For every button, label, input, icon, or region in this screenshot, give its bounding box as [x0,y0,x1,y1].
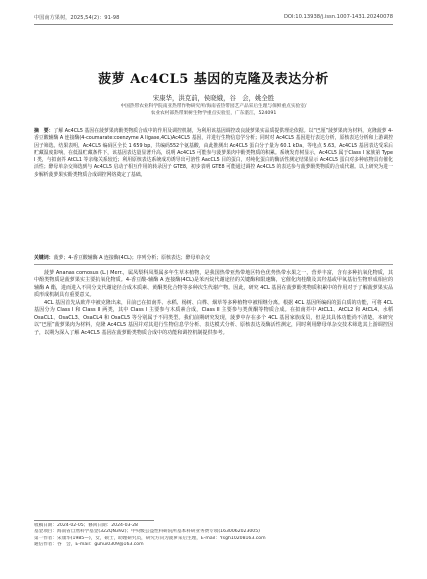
keywords [34,254,393,261]
footnote-line: 第一作者：宋康华(1985—)，女，硕士，助理研究员，研究方向为菠萝采后生理，E-mail：Ysgh10208163.com [34,535,266,541]
paragraph: 菠萝 Ananas comosus (L.) Merr.，属凤梨科凤梨属多年生草本植物，是我国热带亚热带地区特色优势热带水果之一，营养丰富，含有多种抗氧化物质，其中酚类物质是菠萝果实主要抗氧化物质。4-香豆酸-辅酶 A 连接酶(4CL)是苯丙烷代谢途径的关键酶和限速酶，它催化肉桂酸及其羟基或甲氧基衍生物形成相应的辅酶 A 酯，进而进入不同分支代谢途径合成木质素、黄酮类化合物等多种次生代谢产物。因此，研究 4CL 基因在菠萝酚类物质积累中的作用对于了解菠萝果实品质形成机制具有重要意义。 [34,270,393,299]
abstract [34,128,393,179]
paper-title: 菠萝 Ac4CL5 基因的克隆及表达分析 [98,72,329,87]
author-list: 宋康华，洪克前，侯晓娥，谷 会，姚全胜 [152,94,275,102]
abstract-label: 摘 要： [34,128,54,134]
affiliation-line: 农业农村部热带果树生物学重点实验室，广东湛江，524091 [150,110,277,116]
divider [34,264,393,265]
affiliation-line: 中国热带农业科学院南亚热带作物研究所/海南省热带园艺产品采后生理与保鲜重点实验室/ [120,104,307,109]
affiliation-block [0,104,427,117]
paragraph: 4CL 基因首先从欧芹中被克隆出来，目前已在拟南芥、水稻、杨树、白桦、烟草等多种植物中被相继分离。根据 4CL 基因所编码的蛋白质的功能，可将 4CL 基因分为 Class I 和 Class II 两类，其中 Class I 主要参与木质素合成，Class II 主要参与类黄酮等物质合成。在拟南芥中 AtCL1、AtCL2 和 AtCL4、水稻 OsaCL1、OsaCL3、OsaCL4 和 OsaCL5 等分别属于不同类型。我们前期研究发现，菠萝中存在多个 4CL 基因家族成员，但是其具体功能尚不清楚。本研究以“巴厘”菠萝果肉为材料，克隆 Ac4CL5 基因并对其进行生物信息学分析、表达模式分析、原核表达及酶活性测定，同时利用酵母单杂交技术筛选其上游调控因子，以期为深入了解 Ac4CL5 基因在菠萝酚类物质合成中的功能和调控机制提供参考。 [34,299,393,336]
keywords-text: 菠萝；4-香豆酸辅酶 A 连接酶(4CL)；序列分析；原核表达；酵母单杂交 [53,255,211,261]
footnote-line: 基金项目：海南省自然科学基金(322QN392)；中央级公益性科研院所基本科研业务费专项(1630062023005) [34,529,260,535]
body-text [34,270,393,337]
journal-citation: 中国南方果树，2025,54(2)：91-98 [34,15,120,21]
abstract-text: 了解 Ac4CL5 基因在菠萝果肉酚类物质合成中的作用及调控机制，为利用该基因调控改良菠萝果实品质提供理论依据。以“巴厘”菠萝果肉为材料，克隆菠萝 4-香豆酸辅酶 A 连接酶(4-coumarate:coenzyme A ligase,4CL)Ac4CL5 基因，并进行生物信息学分析；同时对 Ac4CL5 基因进行表达分析，原核表达分析和上游调控因子筛选。结果表明，Ac4CL5 编码区全长 1 659 bp，共编码552个氨基酸，由此推测出 Ac4CL5 蛋白分子量为 60.1 kDa，等电点 5.63。Ac4CL5 基因表达受采后贮藏温度影响，在低温贮藏条件下，该基因表达量显著升高，说明 Ac4CL5 可能参与菠萝果肉中酚类物质的积累。系统发育树显示，Ac4CL5 属于Class I 家族第 Type I 类，与拟南芥 AtCL1 等亲缘关系较近；利用原核表达系统成功诱导出可溶性 AacCL5 目的蛋白，对纯化蛋白的酶活性测定结果显示 Ac4CL5 蛋白对多种底物具有催化活性；酵母单杂交筛选到与 Ac4CL5 启动子相互作用的转录因子 GTE8，初步表明 GTE8 可能通过调控 Ac4CL5 的表达参与菠萝酚类物质的合成代谢。以上研究为进一步解析菠萝果实酚类物质合成调控网络奠定了基础。 [34,128,393,178]
running-header [34,14,393,25]
doi: DOI:10.13938/j.issn.1007-1431.20240078 [283,14,393,20]
footnote-divider [34,520,154,521]
keywords-label: 关键词： [34,255,54,261]
footnote-line: 通信作者：谷 会，E-mail：guhui0309@163.com [34,542,144,548]
footnote-line: 收稿日期：2024-02-05；修回日期：2024-03-28 [34,523,138,528]
footnotes [34,523,393,549]
